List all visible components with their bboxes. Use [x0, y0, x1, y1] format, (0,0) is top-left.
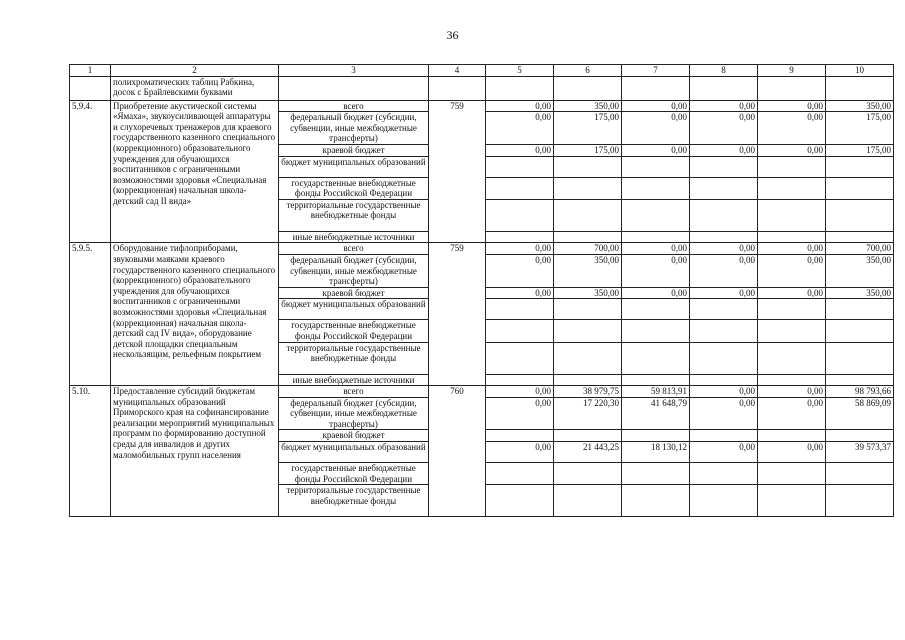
value-cell	[826, 463, 894, 485]
value-cell: 0,00	[486, 243, 554, 255]
cont-name-cell: полихроматических таблиц Рабкина, досок с Брайлевскими буквами	[111, 76, 279, 100]
header-cell: 4	[429, 65, 486, 77]
value-cell	[554, 463, 622, 485]
value-cell	[554, 374, 622, 386]
header-cell: 1	[70, 65, 111, 77]
item-code-cell: 5.9.4.	[70, 100, 111, 243]
value-cell	[826, 374, 894, 386]
funding-source-cell: всего	[279, 243, 429, 255]
header-cell: 7	[622, 65, 690, 77]
table-row	[70, 100, 894, 112]
value-cell	[690, 199, 758, 231]
value-cell	[758, 342, 826, 374]
value-cell: 98 793,66	[826, 386, 894, 398]
value-cell: 0,00	[486, 112, 554, 145]
funding-source-cell: бюджет муниципальных образований	[279, 299, 429, 320]
value-cell: 350,00	[826, 287, 894, 299]
cont-empty-cell	[690, 76, 758, 100]
budget-table	[69, 64, 894, 517]
item-code-cell: 5.10.	[70, 386, 111, 517]
value-cell: 0,00	[690, 386, 758, 398]
funding-source-cell: государственные внебюджетные фонды Российской Федерации	[279, 463, 429, 485]
value-cell: 0,00	[690, 254, 758, 287]
header-cell: 10	[826, 65, 894, 77]
value-cell	[690, 231, 758, 243]
value-cell: 18 130,12	[622, 442, 690, 463]
value-cell	[622, 320, 690, 342]
funding-source-cell: федеральный бюджет (субсидии, субвенции, иные межбюджетные трансферты)	[279, 397, 429, 430]
value-cell: 0,00	[758, 112, 826, 145]
value-cell	[486, 199, 554, 231]
header-cell: 6	[554, 65, 622, 77]
value-cell: 0,00	[690, 243, 758, 255]
value-cell: 38 979,75	[554, 386, 622, 398]
cont-empty-cell	[279, 76, 429, 100]
value-cell	[486, 231, 554, 243]
value-cell: 0,00	[486, 386, 554, 398]
value-cell: 350,00	[554, 254, 622, 287]
value-cell: 175,00	[554, 112, 622, 145]
value-cell	[690, 177, 758, 199]
value-cell: 0,00	[758, 100, 826, 112]
value-cell	[826, 177, 894, 199]
funding-source-cell: всего	[279, 100, 429, 112]
continuation-row	[70, 76, 894, 100]
value-cell: 0,00	[486, 442, 554, 463]
funding-source-cell: всего	[279, 386, 429, 398]
value-cell	[758, 199, 826, 231]
funding-source-cell: федеральный бюджет (субсидии, субвенции, иные межбюджетные трансферты)	[279, 254, 429, 287]
value-cell	[690, 485, 758, 517]
value-cell	[826, 320, 894, 342]
funding-source-cell: иные внебюджетные источники	[279, 231, 429, 243]
value-cell	[758, 430, 826, 442]
value-cell	[486, 485, 554, 517]
value-cell: 0,00	[622, 144, 690, 156]
value-cell	[622, 177, 690, 199]
value-cell	[758, 485, 826, 517]
value-cell: 41 648,79	[622, 397, 690, 430]
value-cell	[486, 430, 554, 442]
value-cell	[758, 463, 826, 485]
value-cell	[554, 320, 622, 342]
value-cell: 0,00	[690, 100, 758, 112]
value-cell: 39 573,37	[826, 442, 894, 463]
value-cell: 175,00	[554, 144, 622, 156]
value-cell: 0,00	[758, 442, 826, 463]
funding-source-cell: территориальные государственные внебюджетные фонды	[279, 485, 429, 517]
value-cell	[690, 374, 758, 386]
item-name-cell: Приобретение акустической системы «Ямаха», звукоусиливающей аппаратуры и слухоречевых тренажеров для краевого государственного казенного специального (коррекционного) образовательного учреждения для обучающихся воспитанников с ограниченными возможностями здоровья «Специальная (коррекционная) начальная школа-детский сад II вида»	[111, 100, 279, 243]
item-index-cell: 759	[429, 100, 486, 243]
value-cell: 0,00	[486, 144, 554, 156]
table-row	[70, 386, 894, 398]
value-cell	[622, 463, 690, 485]
header-cell: 3	[279, 65, 429, 77]
value-cell: 0,00	[758, 397, 826, 430]
funding-source-cell: государственные внебюджетные фонды Российской Федерации	[279, 177, 429, 199]
value-cell: 0,00	[758, 386, 826, 398]
item-name-cell: Оборудование тифлоприборами, звуковыми маяками краевого государственного казенного специального (коррекционного) образовательного учреждения для обучающихся воспитанников с ограниченными возможностями здоровья «Специальная (коррекционная) начальная школа-детский сад IV вида», оборудование детской площадки специальным нескользящим, рельефным покрытием	[111, 243, 279, 386]
value-cell	[486, 342, 554, 374]
value-cell: 350,00	[826, 100, 894, 112]
value-cell: 700,00	[826, 243, 894, 255]
funding-source-cell: территориальные государственные внебюджетные фонды	[279, 342, 429, 374]
value-cell	[826, 430, 894, 442]
value-cell	[690, 320, 758, 342]
value-cell	[486, 320, 554, 342]
funding-source-cell: территориальные государственные внебюджетные фонды	[279, 199, 429, 231]
value-cell	[554, 231, 622, 243]
cont-empty-cell	[758, 76, 826, 100]
value-cell	[826, 156, 894, 177]
header-cell: 2	[111, 65, 279, 77]
value-cell	[826, 231, 894, 243]
value-cell	[690, 156, 758, 177]
item-index-cell: 760	[429, 386, 486, 517]
cont-empty-cell	[826, 76, 894, 100]
page-number: 36	[446, 28, 459, 42]
value-cell	[758, 320, 826, 342]
value-cell: 0,00	[690, 112, 758, 145]
value-cell	[826, 199, 894, 231]
value-cell	[486, 156, 554, 177]
value-cell	[758, 231, 826, 243]
value-cell: 59 813,91	[622, 386, 690, 398]
table-row	[70, 243, 894, 255]
value-cell: 0,00	[690, 397, 758, 430]
value-cell: 350,00	[554, 287, 622, 299]
funding-source-cell: краевой бюджет	[279, 287, 429, 299]
value-cell	[622, 231, 690, 243]
value-cell	[758, 299, 826, 320]
value-cell: 175,00	[826, 112, 894, 145]
header-cell: 5	[486, 65, 554, 77]
value-cell: 0,00	[622, 287, 690, 299]
value-cell	[690, 299, 758, 320]
value-cell	[622, 199, 690, 231]
value-cell	[690, 342, 758, 374]
value-cell	[486, 299, 554, 320]
value-cell	[554, 156, 622, 177]
funding-source-cell: государственные внебюджетные фонды Российской Федерации	[279, 320, 429, 342]
value-cell	[622, 156, 690, 177]
value-cell	[690, 430, 758, 442]
value-cell	[554, 342, 622, 374]
cont-code-cell	[70, 76, 111, 100]
value-cell: 0,00	[486, 287, 554, 299]
funding-source-cell: краевой бюджет	[279, 144, 429, 156]
value-cell: 17 220,30	[554, 397, 622, 430]
value-cell	[826, 342, 894, 374]
value-cell: 0,00	[758, 243, 826, 255]
value-cell	[554, 299, 622, 320]
value-cell: 0,00	[486, 397, 554, 430]
value-cell: 0,00	[758, 287, 826, 299]
funding-source-cell: бюджет муниципальных образований	[279, 156, 429, 177]
value-cell	[622, 342, 690, 374]
value-cell: 21 443,25	[554, 442, 622, 463]
value-cell	[690, 463, 758, 485]
value-cell	[758, 177, 826, 199]
item-code-cell: 5.9.5.	[70, 243, 111, 386]
header-cell: 9	[758, 65, 826, 77]
value-cell	[622, 374, 690, 386]
value-cell: 175,00	[826, 144, 894, 156]
value-cell: 0,00	[622, 100, 690, 112]
value-cell: 0,00	[690, 442, 758, 463]
table-body	[70, 65, 894, 517]
cont-empty-cell	[429, 76, 486, 100]
value-cell: 0,00	[690, 287, 758, 299]
value-cell	[826, 299, 894, 320]
value-cell	[486, 177, 554, 199]
funding-source-cell: бюджет муниципальных образований	[279, 442, 429, 463]
value-cell	[554, 430, 622, 442]
item-index-cell: 759	[429, 243, 486, 386]
funding-source-cell: иные внебюджетные источники	[279, 374, 429, 386]
value-cell	[758, 156, 826, 177]
value-cell: 0,00	[622, 243, 690, 255]
value-cell	[622, 430, 690, 442]
cont-empty-cell	[486, 76, 554, 100]
value-cell: 0,00	[758, 144, 826, 156]
value-cell	[758, 374, 826, 386]
item-name-cell: Предоставление субсидий бюджетам муниципальных образований Приморского края на софинансирование реализации мероприятий муниципальных программ по формированию доступной среды для инвалидов и других маломобильных групп населения	[111, 386, 279, 517]
value-cell: 0,00	[486, 254, 554, 287]
value-cell: 58 869,09	[826, 397, 894, 430]
value-cell: 0,00	[758, 254, 826, 287]
funding-source-cell: краевой бюджет	[279, 430, 429, 442]
value-cell: 0,00	[622, 112, 690, 145]
funding-source-cell: федеральный бюджет (субсидии, субвенции, иные межбюджетные трансферты)	[279, 112, 429, 145]
value-cell	[486, 374, 554, 386]
value-cell	[486, 463, 554, 485]
cont-empty-cell	[554, 76, 622, 100]
value-cell: 350,00	[826, 254, 894, 287]
value-cell	[622, 299, 690, 320]
value-cell	[622, 485, 690, 517]
value-cell: 0,00	[622, 254, 690, 287]
header-row	[70, 65, 894, 77]
value-cell: 350,00	[554, 100, 622, 112]
value-cell: 0,00	[690, 144, 758, 156]
value-cell	[826, 485, 894, 517]
value-cell	[554, 485, 622, 517]
header-cell: 8	[690, 65, 758, 77]
cont-empty-cell	[622, 76, 690, 100]
value-cell	[554, 177, 622, 199]
value-cell: 700,00	[554, 243, 622, 255]
value-cell: 0,00	[486, 100, 554, 112]
value-cell	[554, 199, 622, 231]
